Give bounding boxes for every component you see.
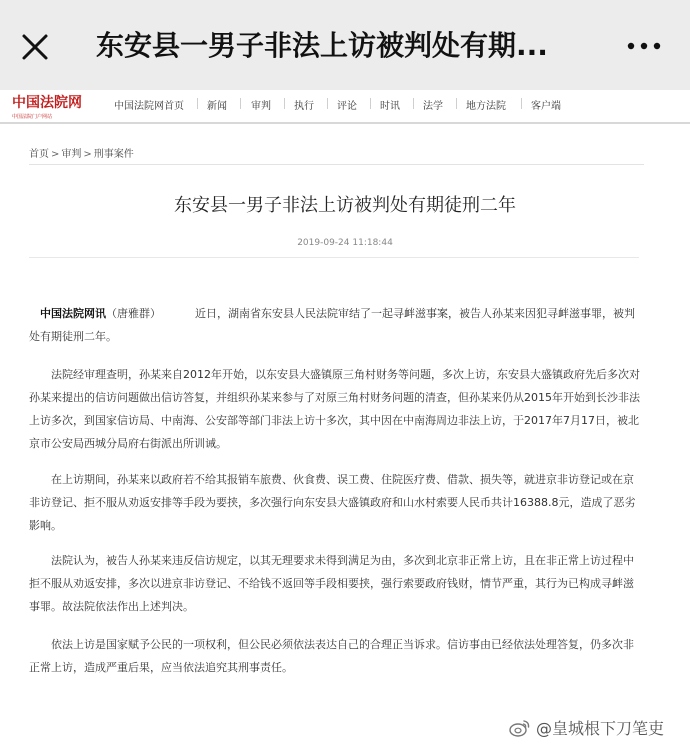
close-button[interactable] bbox=[18, 30, 52, 64]
lead-source: 中国法院网讯 bbox=[40, 307, 106, 320]
nav-item-trial[interactable]: 审判 bbox=[251, 101, 271, 112]
logo-subtitle: 中国法院门户网站 bbox=[12, 114, 53, 120]
nav-divider bbox=[521, 98, 522, 109]
title-divider bbox=[29, 257, 639, 258]
nav-item-home[interactable]: 中国法院网首页 bbox=[114, 101, 184, 112]
nav-divider bbox=[327, 98, 328, 109]
paragraph-text: 法院经审理查明，孙某来自2012年开始，以东安县大盛镇原三角村财务等问题，多次上访，东安县大盛镇政府先后多次对孙某来提出的信访问题做出信访答复，并组织孙某来参与了对原三角村财务问题的清查，但孙某来仍从2015年开始到长沙非法上访多次，到国家信访局、中南海、公安部等部门非法上访十多次，其中因在中南海周边非法上访，于2017年7月17日，被北京市公安局西城分局府右街派出所训诫。 bbox=[29, 368, 640, 450]
logo-text: 中国法院网 bbox=[12, 95, 82, 111]
paragraph-text: 在上访期间，孙某来以政府若不给其报销车旅费、伙食费、误工费、住院医疗费、借款、损失等，就进京非访登记或在京非访登记、拒不服从劝返安排等手段为要挟，多次强行向东安县大盛镇政府和山水村索要人民币共计16388.8元，造成了恶劣影响。 bbox=[29, 473, 636, 532]
breadcrumb-home[interactable]: 首页 bbox=[29, 149, 49, 160]
article-paragraph bbox=[29, 363, 641, 455]
article-paragraph bbox=[29, 633, 641, 679]
app-titlebar bbox=[0, 0, 690, 90]
nav-item-bulletin[interactable]: 时讯 bbox=[380, 101, 400, 112]
close-icon bbox=[18, 30, 52, 64]
nav-divider bbox=[197, 98, 198, 109]
watermark-text: @皇城根下刀笔吏 bbox=[536, 719, 665, 738]
nav-divider bbox=[413, 98, 414, 109]
article-date: 2019-09-24 11:18:44 bbox=[297, 238, 393, 248]
article-lead-paragraph bbox=[29, 302, 641, 348]
breadcrumb-divider bbox=[29, 164, 644, 165]
weibo-icon bbox=[509, 718, 531, 738]
breadcrumb-separator: > bbox=[83, 149, 92, 160]
paragraph-text: 依法上访是国家赋予公民的一项权利，但公民必须依法表达自己的合理正当诉求。信访事由已经依法处理答复，仍多次非正常上访，造成严重后果，应当依法追究其刑事责任。 bbox=[29, 638, 634, 674]
nav-item-news[interactable]: 新闻 bbox=[207, 101, 227, 112]
nav-divider-line bbox=[0, 122, 690, 124]
article-paragraph bbox=[29, 549, 641, 618]
more-dots-icon bbox=[624, 36, 664, 56]
breadcrumb-trial[interactable]: 审判 bbox=[61, 149, 82, 160]
lead-author: （唐雅群） bbox=[106, 307, 161, 320]
window-title: 东安县一男子非法上访被判处有期... bbox=[96, 29, 548, 62]
nav-item-app[interactable]: 客户端 bbox=[531, 101, 561, 112]
nav-item-local-courts[interactable]: 地方法院 bbox=[466, 101, 506, 112]
nav-divider bbox=[284, 98, 285, 109]
nav-divider bbox=[456, 98, 457, 109]
more-options-button[interactable] bbox=[624, 36, 664, 56]
article-paragraph bbox=[29, 468, 641, 537]
nav-divider bbox=[370, 98, 371, 109]
nav-divider bbox=[240, 98, 241, 109]
nav-item-commentary[interactable]: 评论 bbox=[337, 101, 357, 112]
breadcrumb-criminal-cases[interactable]: 刑事案件 bbox=[93, 149, 134, 160]
article-title: 东安县一男子非法上访被判处有期徒刑二年 bbox=[174, 195, 516, 216]
nav-item-law[interactable]: 法学 bbox=[423, 101, 443, 112]
lead-body: 近日，湖南省东安县人民法院审结了一起寻衅滋事案，被告人孙某来因犯寻衅滋事罪，被判处有期徒刑二年。 bbox=[29, 307, 635, 343]
breadcrumb bbox=[29, 145, 134, 160]
site-logo[interactable] bbox=[12, 92, 84, 124]
nav-item-execution[interactable]: 执行 bbox=[294, 101, 314, 112]
paragraph-text: 法院认为，被告人孙某来违反信访规定，以其无理要求未得到满足为由，多次到北京非正常上访，且在非正常上访过程中拒不服从劝返安排，多次以进京非访登记、不给钱不返回等手段相要挟，强行索要政府钱财，情节严重，其行为已构成寻衅滋事罪。故法院依法作出上述判决。 bbox=[29, 554, 634, 613]
breadcrumb-separator: > bbox=[51, 149, 60, 160]
